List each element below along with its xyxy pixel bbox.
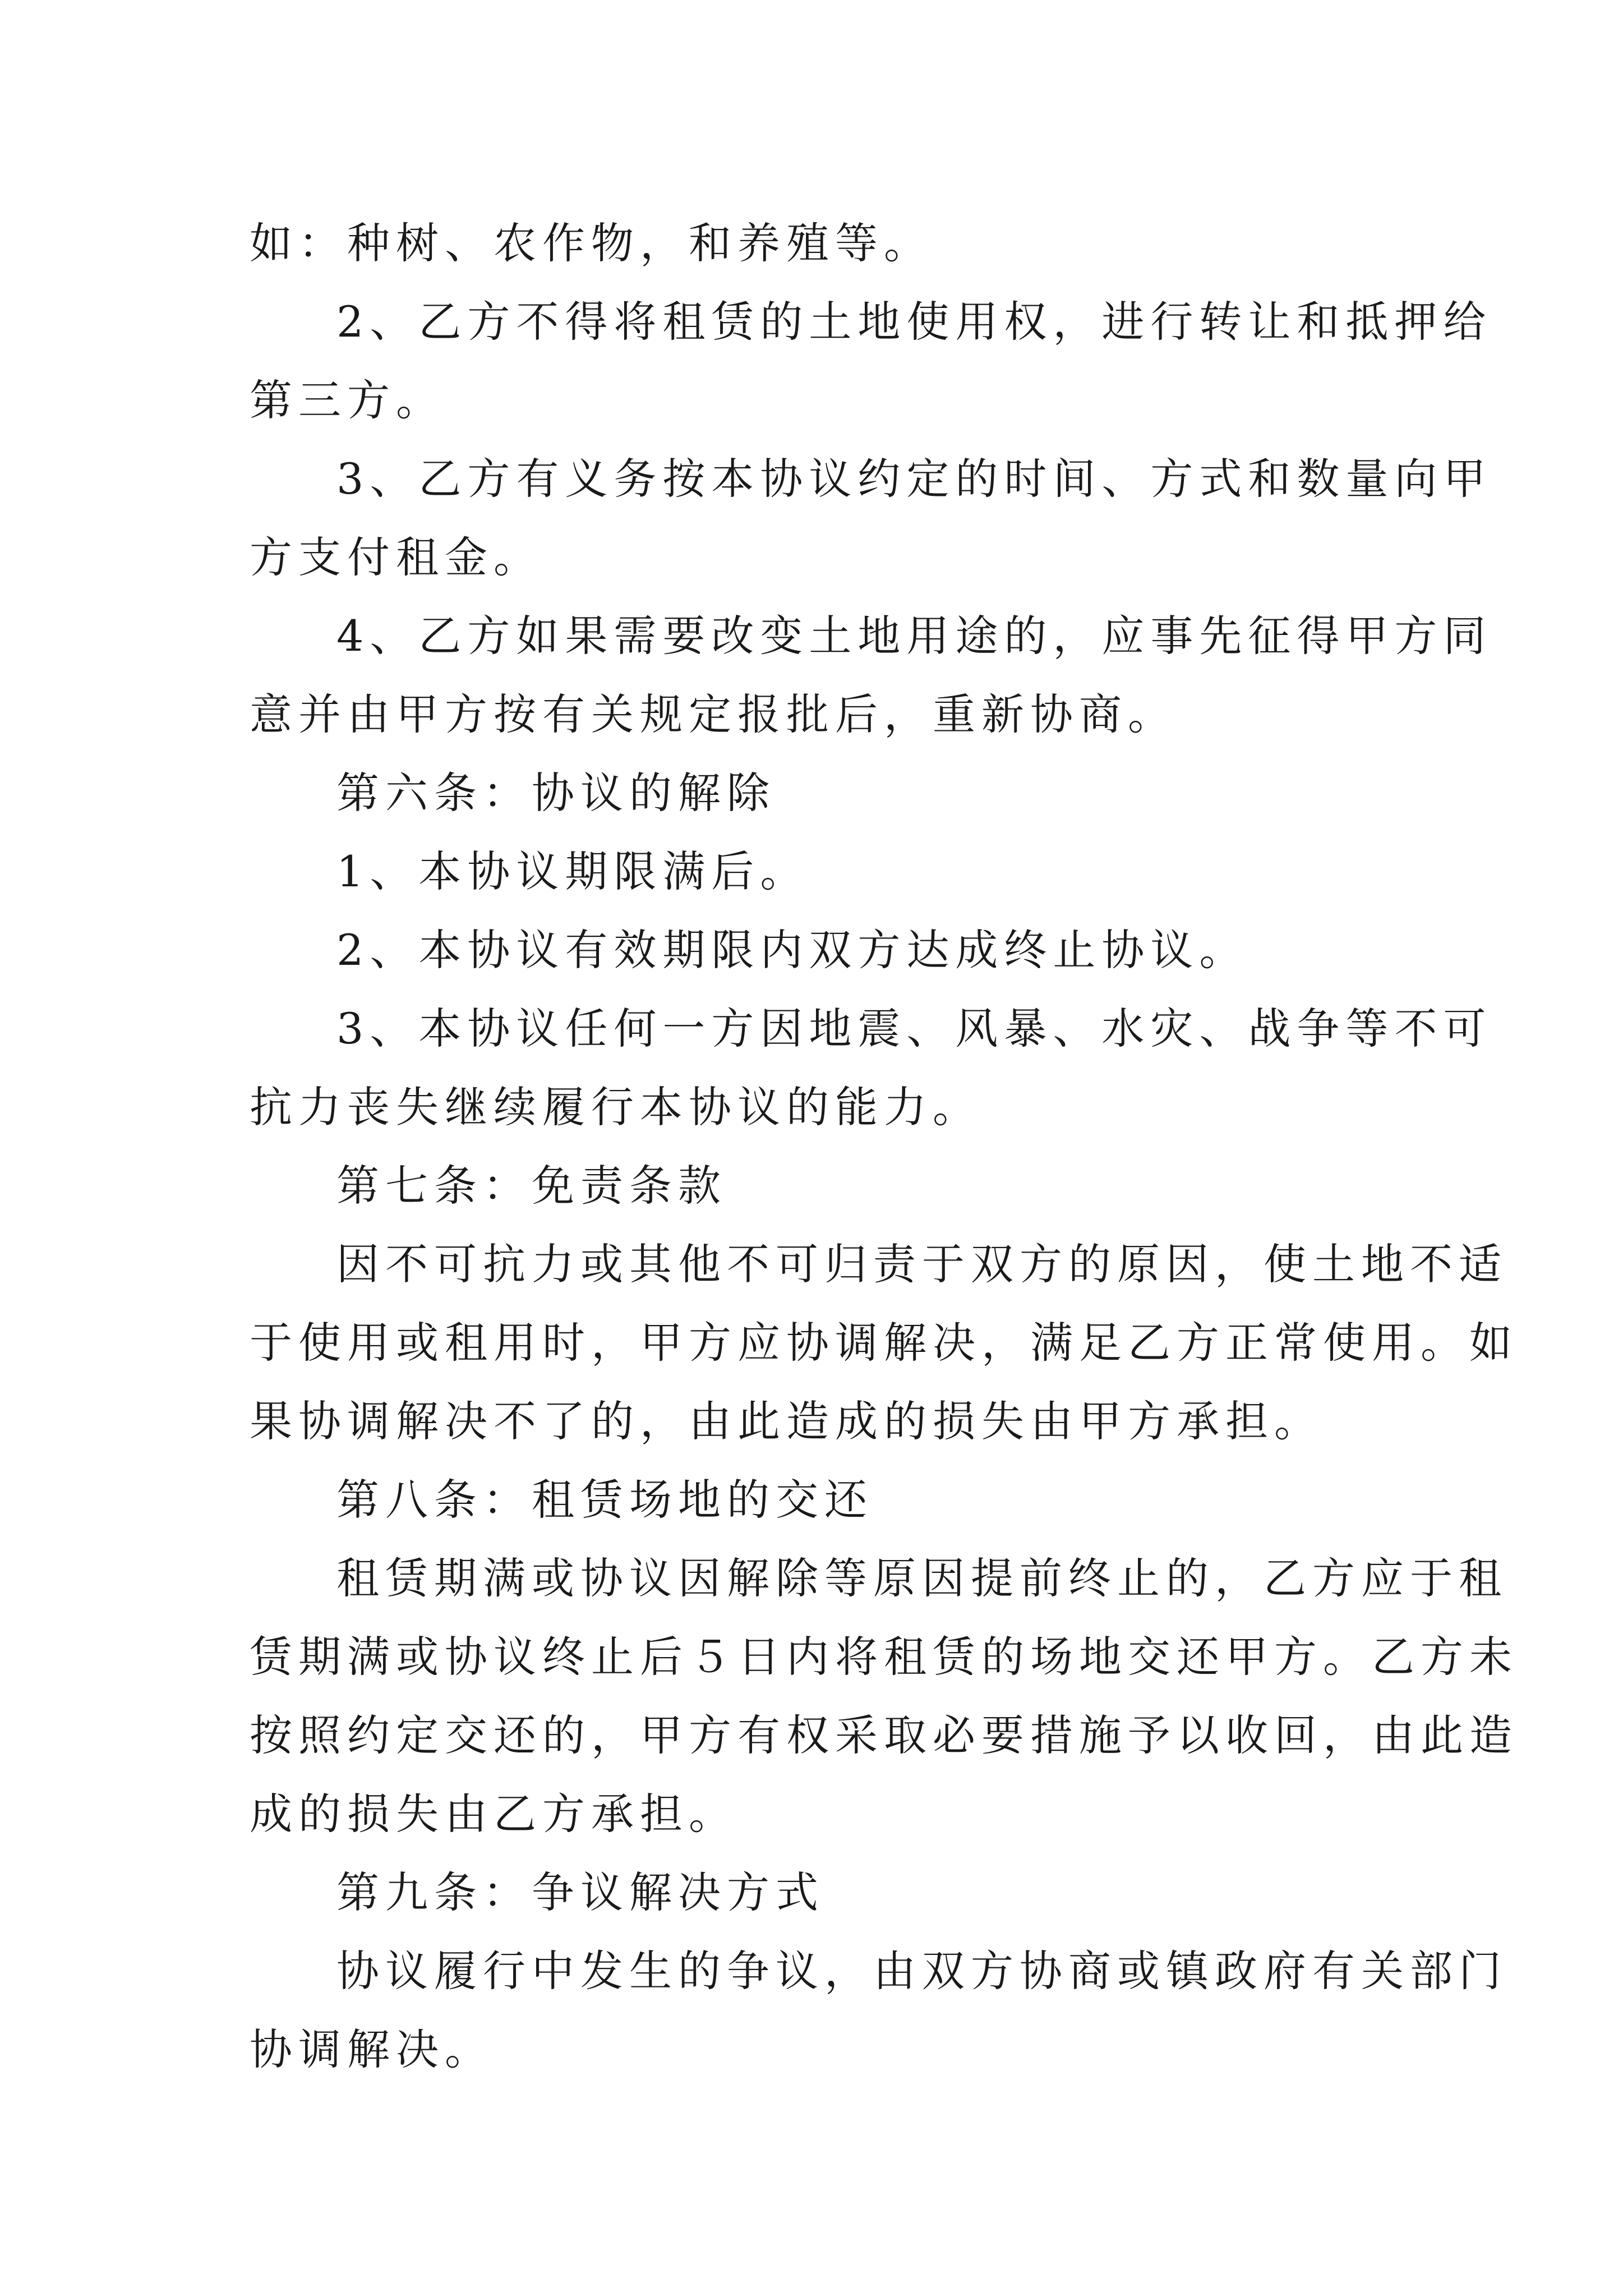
paragraph-line: 果协调解决不了的，由此造成的损失由甲方承担。: [250, 1396, 1323, 1446]
paragraph-line: 协调解决。: [250, 2024, 494, 2074]
paragraph-line: 于使用或租用时，甲方应协调解决，满足乙方正常使用。如: [250, 1318, 1518, 1368]
clause-line: 1、本协议期限满后。: [336, 846, 809, 896]
article-heading: 第九条：争议解决方式: [336, 1867, 824, 1917]
clause-line: 2、乙方不得将租赁的土地使用权，进行转让和抵押给: [336, 297, 1492, 347]
paragraph-line: 抗力丧失继续履行本协议的能力。: [250, 1082, 981, 1132]
paragraph-line: 方支付租金。: [250, 532, 542, 582]
paragraph-line: 按照约定交还的，甲方有权采取必要措施予以收回，由此造: [250, 1710, 1518, 1760]
clause-line: 3、乙方有义务按本协议约定的时间、方式和数量向甲: [336, 454, 1492, 504]
paragraph-line: 如：种树、农作物，和养殖等。: [250, 218, 933, 268]
paragraph-line: 租赁期满或协议因解除等原因提前终止的，乙方应于租: [336, 1553, 1507, 1603]
clause-line: 4、乙方如果需要改变土地用途的，应事先征得甲方同: [336, 611, 1492, 661]
paragraph-line: 第三方。: [250, 375, 445, 425]
clause-line: 2、本协议有效期限内双方达成终止协议。: [336, 925, 1248, 975]
paragraph-line: 协议履行中发生的争议，由双方协商或镇政府有关部门: [336, 1946, 1507, 1996]
paragraph-line: 因不可抗力或其他不可归责于双方的原因，使土地不适: [336, 1239, 1507, 1289]
paragraph-line: 成的损失由乙方承担。: [250, 1789, 737, 1839]
clause-line: 3、本协议任何一方因地震、风暴、水灾、战争等不可: [336, 1004, 1492, 1053]
paragraph-line: 赁期满或协议终止后５日内将租赁的场地交还甲方。乙方未: [250, 1632, 1518, 1682]
article-heading: 第六条：协议的解除: [336, 768, 776, 818]
article-heading: 第八条：租赁场地的交还: [336, 1475, 873, 1525]
article-heading: 第七条：免责条款: [336, 1161, 727, 1211]
paragraph-line: 意并由甲方按有关规定报批后，重新协商。: [250, 689, 1177, 739]
